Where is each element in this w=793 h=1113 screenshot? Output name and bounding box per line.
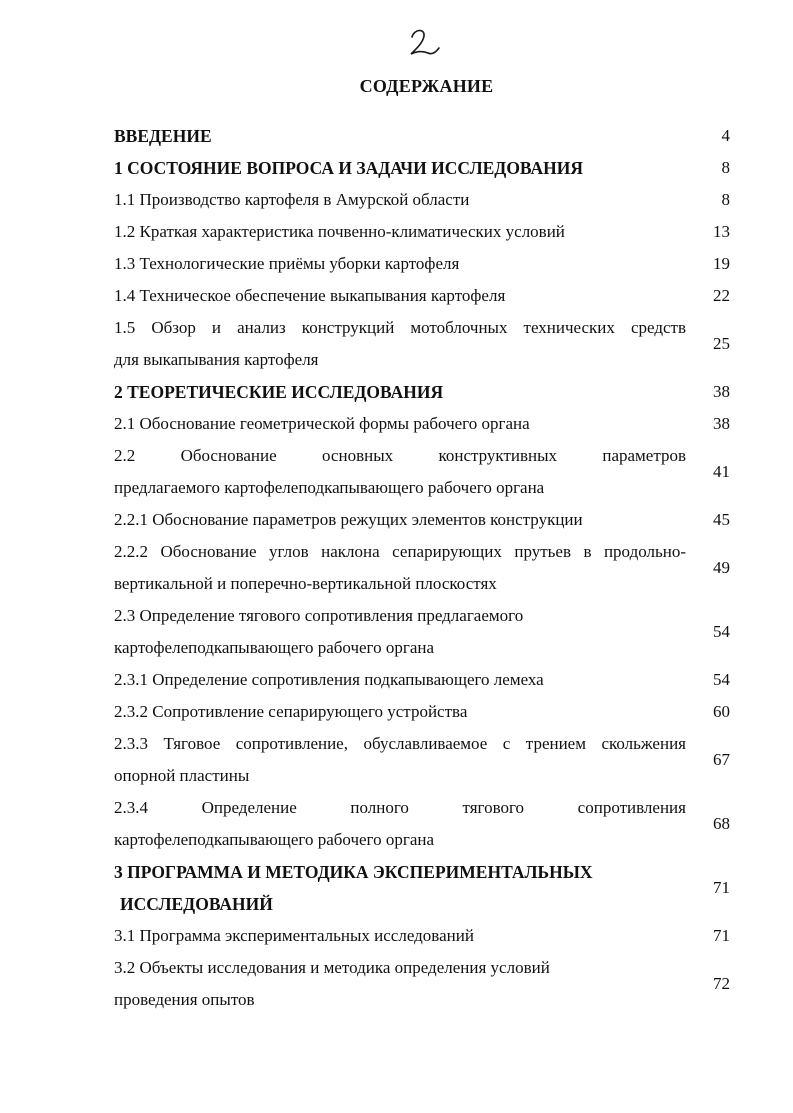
- toc-entry-page: 8: [721, 158, 730, 177]
- toc-entry[interactable]: [114, 152, 730, 184]
- toc-entry-page: 54: [713, 670, 730, 689]
- page-title: СОДЕРЖАНИЕ: [359, 76, 494, 96]
- toc-entry[interactable]: [114, 952, 730, 1016]
- toc-word: Определение: [201, 798, 297, 817]
- toc-entry-line-text: 1.5 Обзор и анализ конструкций мотоблочных технических средств: [114, 318, 686, 337]
- toc-entry-title: 1.2 Краткая характеристика почвенно-климатических условий: [114, 222, 565, 241]
- toc-entry[interactable]: [114, 120, 730, 152]
- toc-entry[interactable]: [114, 664, 730, 696]
- toc-entry-title: 2.3.2 Сопротивление сепарирующего устройства: [114, 702, 468, 721]
- toc-entry-title: 1.1 Производство картофеля в Амурской области: [114, 190, 470, 209]
- toc-entry-line: 3 ПРОГРАММА И МЕТОДИКА ЭКСПЕРИМЕНТАЛЬНЫХ: [114, 862, 593, 882]
- toc-entry[interactable]: [114, 696, 730, 728]
- toc-entry-page: 38: [713, 414, 730, 433]
- toc-entry[interactable]: [114, 856, 730, 920]
- toc-entry-page: 68: [713, 814, 730, 833]
- toc-word: параметров: [602, 446, 686, 465]
- toc-entry-line: [114, 792, 686, 824]
- toc-entry-title: [114, 728, 686, 792]
- toc-entry-line: опорной пластины: [114, 766, 250, 785]
- toc-word: тягового: [462, 798, 525, 817]
- toc-entry[interactable]: [114, 216, 730, 248]
- toc-entry-title: 2.2.1 Обоснование параметров режущих элементов конструкции: [114, 510, 583, 529]
- toc-entry-page: 25: [713, 334, 730, 353]
- toc-entry[interactable]: [114, 376, 730, 408]
- toc-entry-title: [114, 600, 686, 664]
- toc-entry[interactable]: [114, 248, 730, 280]
- toc-entry[interactable]: [114, 184, 730, 216]
- toc-entry-title: [114, 856, 686, 920]
- toc-entry-line: вертикальной и поперечно-вертикальной плоскостях: [114, 574, 497, 593]
- toc-entry-line: [114, 312, 686, 344]
- toc-word: 2.3.4: [114, 798, 148, 817]
- toc-entry-title: [114, 536, 686, 600]
- toc-entry-line: ИССЛЕДОВАНИЙ: [120, 894, 273, 914]
- toc-entry[interactable]: [114, 536, 730, 600]
- toc-entry-title: 2.3.1 Определение сопротивления подкапывающего лемеха: [114, 670, 544, 689]
- toc-entry-title: [114, 792, 686, 856]
- toc-word: конструктивных: [438, 446, 558, 465]
- toc-entry-page: 71: [713, 926, 730, 945]
- toc-entry-page: 4: [721, 126, 730, 145]
- toc-entry[interactable]: [114, 600, 730, 664]
- table-of-contents: [114, 120, 730, 1016]
- toc-entry-page: 60: [713, 702, 730, 721]
- toc-entry-line: предлагаемого картофелеподкапывающего рабочего органа: [114, 478, 545, 497]
- toc-entry[interactable]: [114, 504, 730, 536]
- toc-entry-line: проведения опытов: [114, 990, 255, 1009]
- toc-entry[interactable]: [114, 408, 730, 440]
- toc-entry-page: 22: [713, 286, 730, 305]
- toc-entry-line: картофелеподкапывающего рабочего органа: [114, 830, 435, 849]
- toc-entry-page: 13: [713, 222, 730, 241]
- toc-entry-page: 41: [713, 462, 730, 481]
- toc-word: полного: [350, 798, 409, 817]
- toc-entry-title: [114, 952, 686, 1016]
- toc-entry[interactable]: [114, 792, 730, 856]
- toc-entry-page: 67: [713, 750, 730, 769]
- toc-entry-line: 2.3 Определение тягового сопротивления предлагаемого: [114, 606, 524, 625]
- toc-entry-page: 19: [713, 254, 730, 273]
- toc-entry-page: 72: [713, 974, 730, 993]
- toc-entry-page: 45: [713, 510, 730, 529]
- toc-entry-title: ВВЕДЕНИЕ: [114, 126, 212, 146]
- toc-entry[interactable]: [114, 280, 730, 312]
- toc-word: Обоснование: [180, 446, 277, 465]
- toc-entry-title: 2 ТЕОРЕТИЧЕСКИЕ ИССЛЕДОВАНИЯ: [114, 382, 444, 402]
- toc-entry-title: 1 СОСТОЯНИЕ ВОПРОСА И ЗАДАЧИ ИССЛЕДОВАНИЯ: [114, 158, 584, 178]
- toc-entry[interactable]: [114, 440, 730, 504]
- toc-entry-title: [114, 312, 686, 376]
- toc-entry-line: 2.3.3 Тяговое сопротивление, обуславливаемое с трением скольжения: [114, 734, 686, 753]
- toc-entry-page: 8: [721, 190, 730, 209]
- toc-entry-title: 1.4 Техническое обеспечение выкапывания картофеля: [114, 286, 506, 305]
- handwritten-page-number: [406, 24, 446, 64]
- toc-entry-title: 2.1 Обоснование геометрической формы рабочего органа: [114, 414, 530, 433]
- toc-entry-line: 3.2 Объекты исследования и методика определения условий: [114, 958, 550, 977]
- toc-entry-page: 71: [713, 878, 730, 897]
- toc-entry[interactable]: [114, 728, 730, 792]
- toc-word: 2.2: [114, 446, 136, 465]
- toc-entry[interactable]: [114, 312, 730, 376]
- toc-entry-line: [114, 440, 686, 472]
- toc-entry-page: 54: [713, 622, 730, 641]
- toc-entry-title: 3.1 Программа экспериментальных исследований: [114, 926, 474, 945]
- toc-entry-line: картофелеподкапывающего рабочего органа: [114, 638, 435, 657]
- toc-entry[interactable]: [114, 920, 730, 952]
- toc-entry-title: [114, 440, 686, 504]
- toc-word: сопротивления: [577, 798, 686, 817]
- toc-word: основных: [322, 446, 394, 465]
- handwritten-number-two-icon: [406, 24, 446, 64]
- toc-entry-line: для выкапывания картофеля: [114, 350, 319, 369]
- toc-entry-page: 49: [713, 558, 730, 577]
- toc-entry-line: 2.2.2 Обоснование углов наклона сепарирующих прутьев в продольно-: [114, 542, 686, 561]
- toc-entry-title: 1.3 Технологические приёмы уборки картофеля: [114, 254, 460, 273]
- toc-entry-page: 38: [713, 382, 730, 401]
